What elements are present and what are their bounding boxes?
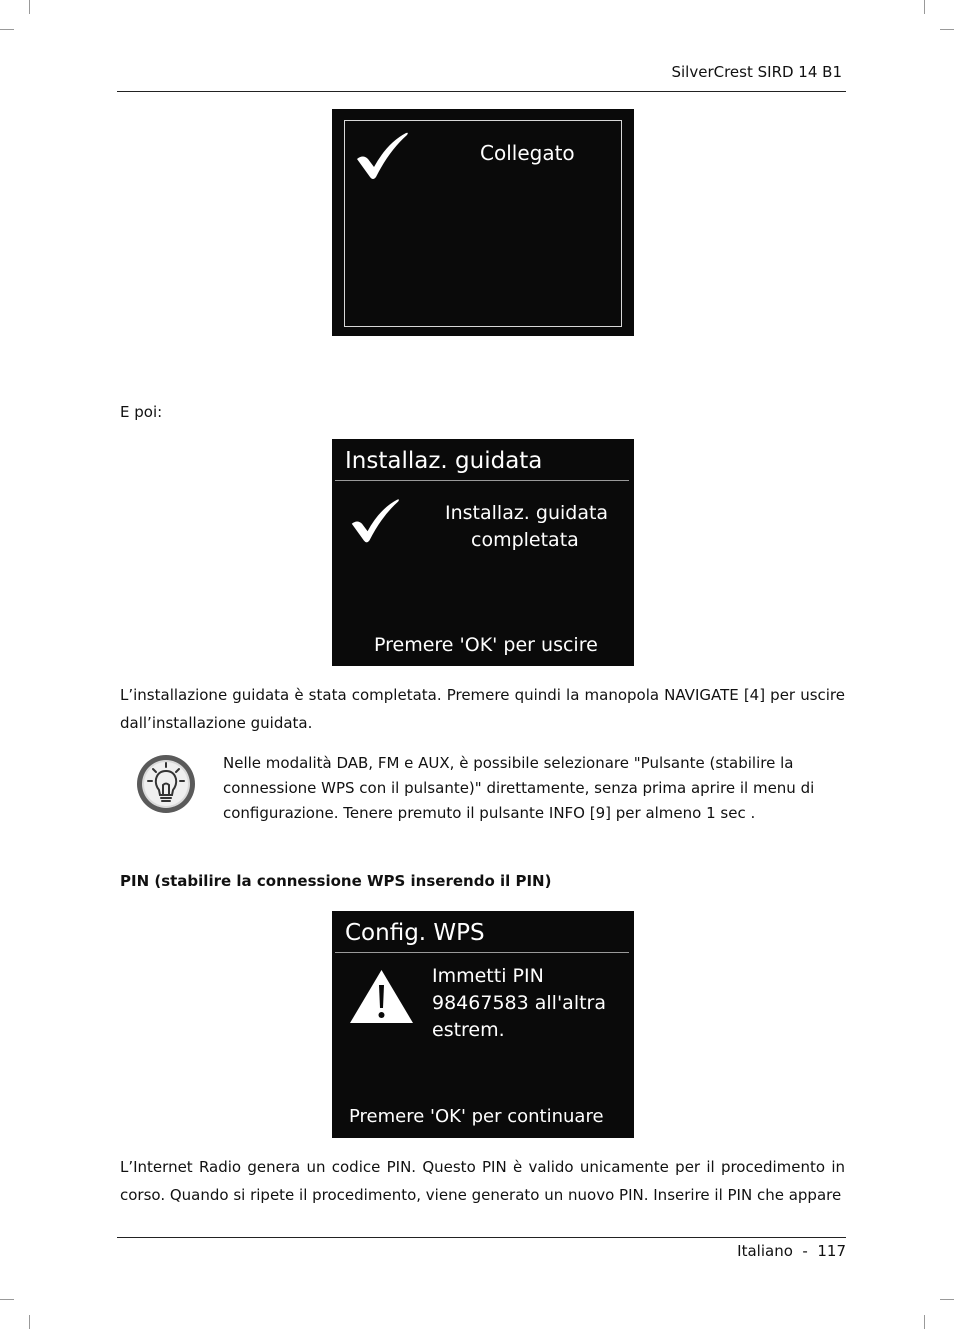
screen-connected bbox=[332, 109, 634, 336]
wizard-message-line1: Installaz. guidata bbox=[445, 502, 609, 524]
wps-message-line2: 98467583 all'altra bbox=[432, 992, 606, 1014]
crop-mark bbox=[0, 29, 14, 30]
wizard-message-line2: completata bbox=[471, 529, 579, 551]
screen-wps-config bbox=[332, 911, 634, 1138]
connected-message: Collegato bbox=[480, 141, 575, 165]
screen-title: Config. WPS bbox=[345, 920, 485, 946]
page-number: Italiano - 117 bbox=[737, 1242, 846, 1260]
screen-title-rule bbox=[335, 952, 629, 953]
screen-title-rule bbox=[335, 480, 629, 481]
wps-message-line3: estrem. bbox=[432, 1019, 505, 1041]
header-rule bbox=[117, 91, 846, 92]
checkmark-icon bbox=[354, 131, 410, 181]
checkmark-icon bbox=[349, 497, 401, 545]
crop-mark bbox=[29, 0, 30, 14]
header-product: SilverCrest SIRD 14 B1 bbox=[671, 63, 842, 81]
lightbulb-icon bbox=[135, 752, 197, 816]
crop-mark bbox=[29, 1315, 30, 1329]
wps-footer: Premere 'OK' per continuare bbox=[349, 1106, 604, 1127]
crop-mark bbox=[940, 29, 954, 30]
crop-mark bbox=[924, 0, 925, 14]
pin-section-heading: PIN (stabilire la connessione WPS inserendo il PIN) bbox=[120, 872, 552, 890]
footer-rule bbox=[117, 1237, 846, 1238]
crop-mark bbox=[940, 1299, 954, 1300]
tip-text: Nelle modalità DAB, FM e AUX, è possibile selezionare "Pulsante (stabilire la connessione WPS con il pulsante)" direttamente, senza prima aprire il menu di configurazione. Tenere premuto il pulsante INFO [9] per almeno 1 sec . bbox=[223, 754, 815, 822]
crop-mark bbox=[924, 1315, 925, 1329]
pin-paragraph: L’Internet Radio genera un codice PIN. Questo PIN è valido unicamente per il procedimento in corso. Quando si ripete il procedimento, viene generato un nuovo PIN. Inserire il PIN che appare bbox=[120, 1158, 845, 1204]
crop-mark bbox=[0, 1299, 14, 1300]
completed-paragraph: L’installazione guidata è stata completata. Premere quindi la manopola NAVIGATE [4] per uscire dall’installazione guidata. bbox=[120, 686, 845, 732]
screen-wizard-complete bbox=[332, 439, 634, 666]
warning-icon bbox=[348, 968, 415, 1025]
screen-title: Installaz. guidata bbox=[345, 448, 543, 474]
e-poi-text: E poi: bbox=[120, 403, 163, 421]
wps-message-line1: Immetti PIN bbox=[432, 965, 544, 987]
wizard-footer: Premere 'OK' per uscire bbox=[374, 634, 598, 656]
